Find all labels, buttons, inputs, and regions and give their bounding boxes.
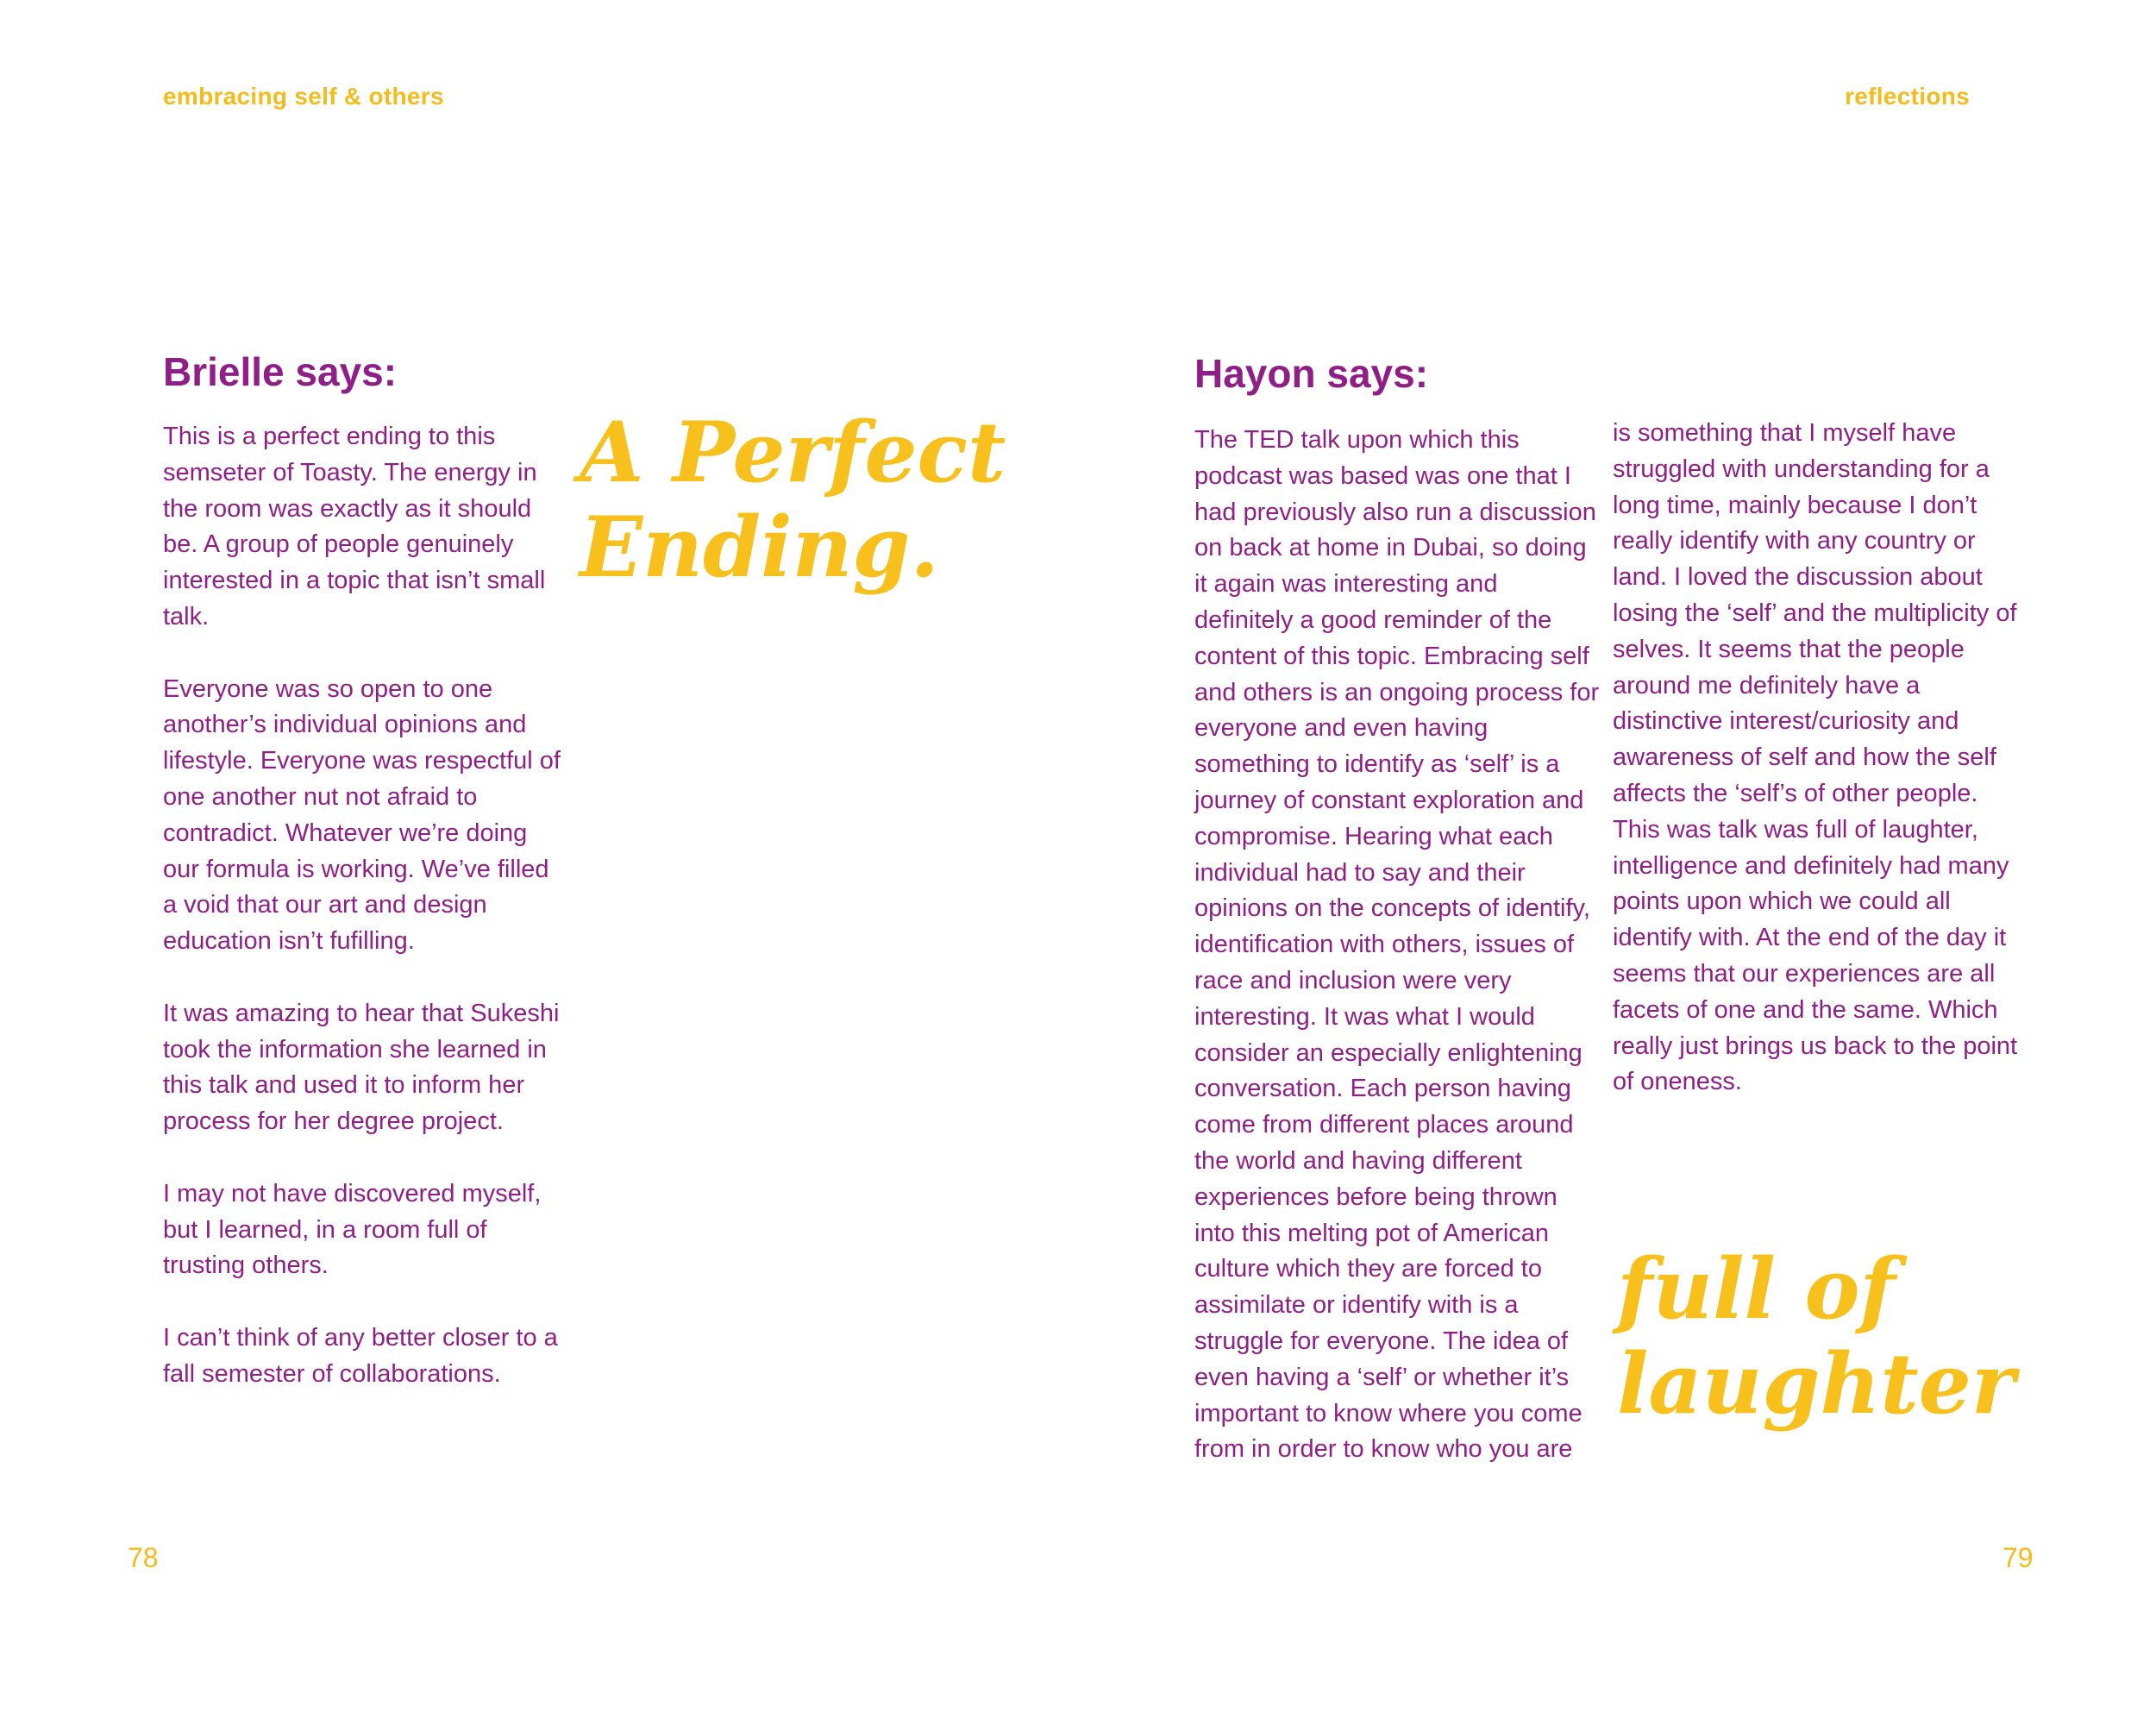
paragraph: The TED talk upon which this podcast was based was one that I had previously also run a discussion on back at home in Dubai, so doing it again was interesting and definitely a good reminder of the content of this topic. Embracing self and others is an ongoing process for everyone and even having something to identify as ‘self’ is a journey of constant exploration and compromise. Hearing what each individual had to say and their opinions on the concepts of identify, identification with others, issues of race and inclusion were very interesting. It was what I would consider an especially enlightening conversation. Each person having come from different places around the world and having different experiences before being thrown into this melting pot of American culture which they are forced to assimilate or identify with is a struggle for everyone. The idea of even having a ‘self’ or whether it’s important to know where you come from in order to know who you are <box>1194 426 1600 1464</box>
hayon-reflection-column-1 <box>1194 423 1600 1468</box>
paragraph: This is a perfect ending to this semseter of Toasty. The energy in the room was exactly as it should be. A group of people genuinely interested in a topic that isn’t small talk. <box>163 423 546 630</box>
hayon-reflection-column-2 <box>1613 416 2027 1101</box>
paragraph: I can’t think of any better closer to a fall semester of collaborations. <box>163 1323 558 1388</box>
running-header-right: reflections <box>1845 83 1970 110</box>
page-number-left: 78 <box>128 1542 159 1573</box>
speaker-heading-brielle: Brielle says: <box>163 349 398 394</box>
speaker-heading-hayon: Hayon says: <box>1194 351 1429 396</box>
paragraph: It was amazing to hear that Sukeshi took the information she learned in this talk and used it to inform her process for her degree project. <box>163 999 560 1136</box>
paragraph: I may not have discovered myself, but I learned, in a room full of trusting others. <box>163 1179 542 1280</box>
pull-quote-full-of-laughter: full of laughter <box>1617 1240 2015 1433</box>
paragraph: Everyone was so open to one another’s individual opinions and lifestyle. Everyone was respectful of one another nut not afraid to contradict. Whatever we’re doing our formula is working. We’ve filled a void that our art and design education isn’t fufilling. <box>163 674 561 956</box>
running-header-left: embracing self & others <box>163 83 444 110</box>
pull-quote-perfect-ending: A Perfect Ending. <box>580 404 1006 597</box>
brielle-reflection-text <box>163 419 568 1393</box>
paragraph: is something that I myself have struggled with understanding for a long time, mainly because I don’t really identify with any country or land. I loved the discussion about losing the ‘self’ and the multiplicity of selves. It seems that the people around me definitely have a distinctive interest/curiosity and awareness of self and how the self affects the ‘self’s of other people. This was talk was full of laughter, intelligence and definitely had many points upon which we could all identify with. At the end of the day it seems that our experiences are all facets of one and the same. Which really just brings us back to the point of oneness. <box>1613 419 2018 1096</box>
page-number-right: 79 <box>2002 1542 2034 1573</box>
